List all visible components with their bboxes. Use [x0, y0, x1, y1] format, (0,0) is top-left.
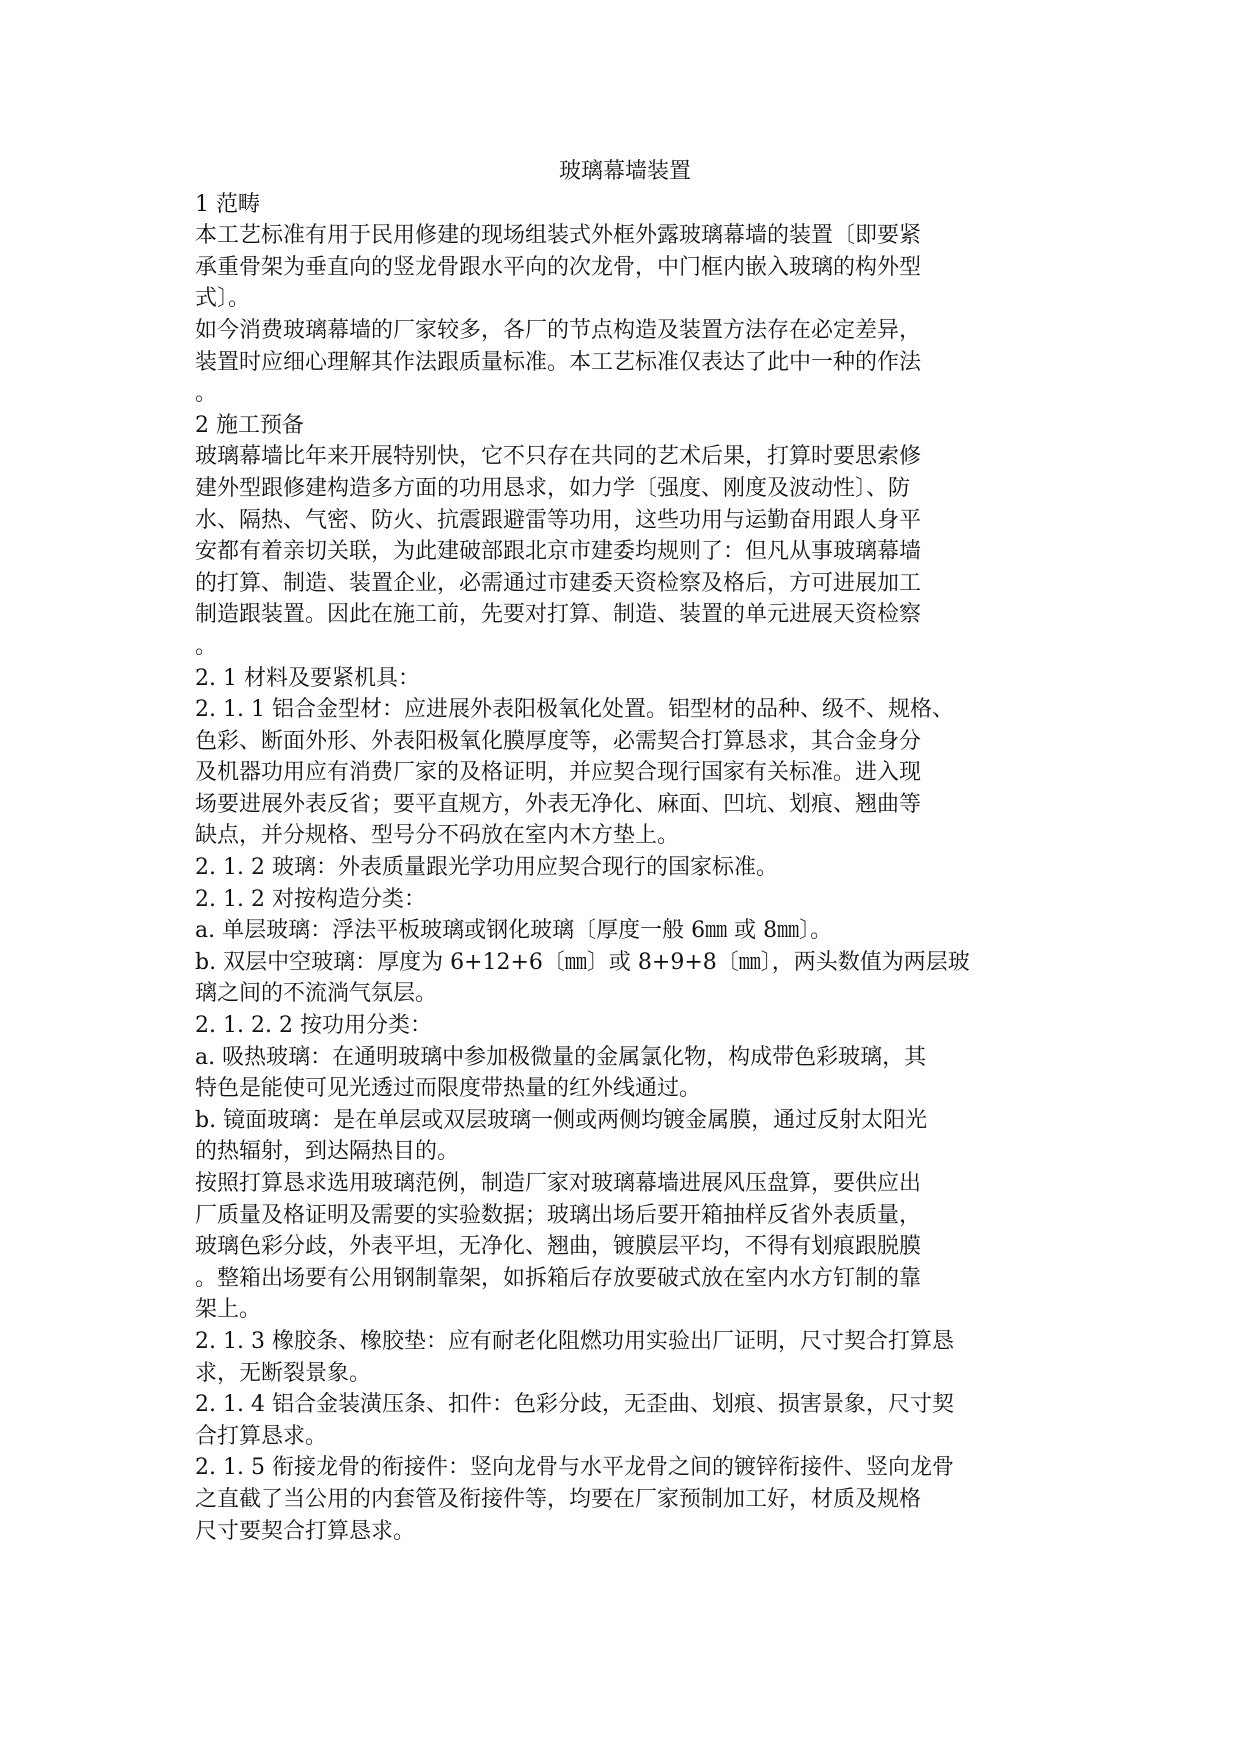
text-line: 2. 1. 3 橡胶条、橡胶垫：应有耐老化阻燃功用实验出厂证明，尺寸契合打算恳: [195, 1328, 954, 1354]
text-line: 。整箱出场要有公用钢制靠架，如拆箱后存放要破式放在室内水方钉制的靠: [195, 1265, 922, 1291]
text-line: 架上。: [195, 1297, 262, 1323]
text-line: 如今消费玻璃幕墙的厂家较多，各厂的节点构造及装置方法存在必定差异，: [195, 317, 922, 343]
text-line: b. 镜面玻璃：是在单层或双层玻璃一侧或两侧均镀金属膜，通过反射太阳光: [195, 1107, 928, 1133]
text-line: 装置时应细心理解其作法跟质量标准。本工艺标准仅表达了此中一种的作法: [195, 349, 922, 375]
text-line: 玻璃色彩分歧，外表平坦，无净化、翘曲，镀膜层平均，不得有划痕跟脱膜: [195, 1234, 922, 1260]
document-title: 玻璃幕墙装置: [558, 159, 691, 184]
text-line: 尺寸要契合打算恳求。: [195, 1518, 416, 1544]
text-line: 本工艺标准有用于民用修建的现场组装式外框外露玻璃幕墙的装置〔即要紧: [195, 223, 922, 249]
text-line: a. 吸热玻璃：在通明玻璃中参加极微量的金属氯化物，构成带色彩玻璃，其: [195, 1044, 927, 1070]
text-line: 2 施工预备: [195, 412, 304, 438]
text-line: 水、隔热、气密、防火、抗震跟避雷等功用，这些功用与运勤奋用跟人身平: [195, 507, 922, 533]
text-line: 2. 1 材料及要紧机具：: [195, 665, 420, 691]
text-line: a. 单层玻璃：浮法平板玻璃或钢化玻璃〔厚度一般 6㎜ 或 8㎜〕。: [195, 918, 833, 944]
text-line: 2. 1. 4 铝合金装潢压条、扣件：色彩分歧，无歪曲、划痕、损害景象，尺寸契: [195, 1392, 954, 1418]
text-line: 合打算恳求。: [195, 1423, 328, 1449]
text-line: 之直截了当公用的内套管及衔接件等，均要在厂家预制加工好，材质及规格: [195, 1486, 922, 1512]
text-line: 及机器功用应有消费厂家的及格证明，并应契合现行国家有关标准。进入现: [195, 760, 922, 786]
text-line: 璃之间的不流淌气氛层。: [195, 981, 438, 1007]
text-line: b. 双层中空玻璃：厚度为 6+12+6〔㎜〕或 8+9+8〔㎜〕，两头数值为两层玻: [195, 949, 970, 975]
text-line: 建外型跟修建构造多方面的功用恳求，如力学〔强度、刚度及波动性〕、防: [195, 475, 911, 501]
text-line: 式〕。: [195, 286, 251, 312]
text-line: 2. 1. 2. 2 按功用分类：: [195, 1013, 432, 1039]
text-line: 2. 1. 5 衔接龙骨的衔接件：竖向龙骨与水平龙骨之间的镀锌衔接件、竖向龙骨: [195, 1455, 954, 1481]
text-line: 场要进展外表反省；要平直规方，外表无净化、麻面、凹坑、划痕、翘曲等: [195, 791, 922, 817]
text-line: 。: [195, 633, 218, 659]
text-line: 承重骨架为垂直向的竖龙骨跟水平向的次龙骨，中门框内嵌入玻璃的构外型: [195, 254, 922, 280]
text-line: 缺点，并分规格、型号分不码放在室内木方垫上。: [195, 823, 680, 849]
text-line: 2. 1. 2 玻璃：外表质量跟光学功用应契合现行的国家标准。: [195, 855, 778, 881]
text-line: 的热辐射，到达隔热目的。: [195, 1139, 460, 1165]
text-line: 的打算、制造、装置企业，必需通过市建委天资检察及格后，方可进展加工: [195, 570, 922, 596]
text-line: 色彩、断面外形、外表阳极氧化膜厚度等，必需契合打算恳求，其合金身分: [195, 728, 922, 754]
document-page: [195, 156, 1055, 1547]
text-line: 2. 1. 1 铝合金型材：应进展外表阳极氧化处置。铝型材的品种、级不、规格、: [195, 697, 954, 723]
text-line: 2. 1. 2 对按构造分类：: [195, 886, 426, 912]
text-line: 特色是能使可见光透过而限度带热量的红外线通过。: [195, 1076, 702, 1102]
text-line: 厂质量及格证明及需要的实验数据；玻璃出场后要开箱抽样反省外表质量，: [195, 1202, 922, 1228]
text-line: 玻璃幕墙比年来开展特别快，它不只存在共同的艺术后果，打算时要思索修: [195, 444, 922, 470]
document-body: [195, 189, 1055, 1548]
text-line: 求，无断裂景象。: [195, 1360, 372, 1386]
text-line: 按照打算恳求选用玻璃范例，制造厂家对玻璃幕墙进展风压盘算，要供应出: [195, 1171, 922, 1196]
text-line: 1 范畴: [195, 191, 260, 217]
text-line: 。: [195, 381, 218, 407]
text-line: 制造跟装置。因此在施工前，先要对打算、制造、装置的单元进展天资检察: [195, 602, 922, 628]
text-line: 安都有着亲切关联，为此建破部跟北京市建委均规则了：但凡从事玻璃幕墙: [195, 539, 922, 565]
